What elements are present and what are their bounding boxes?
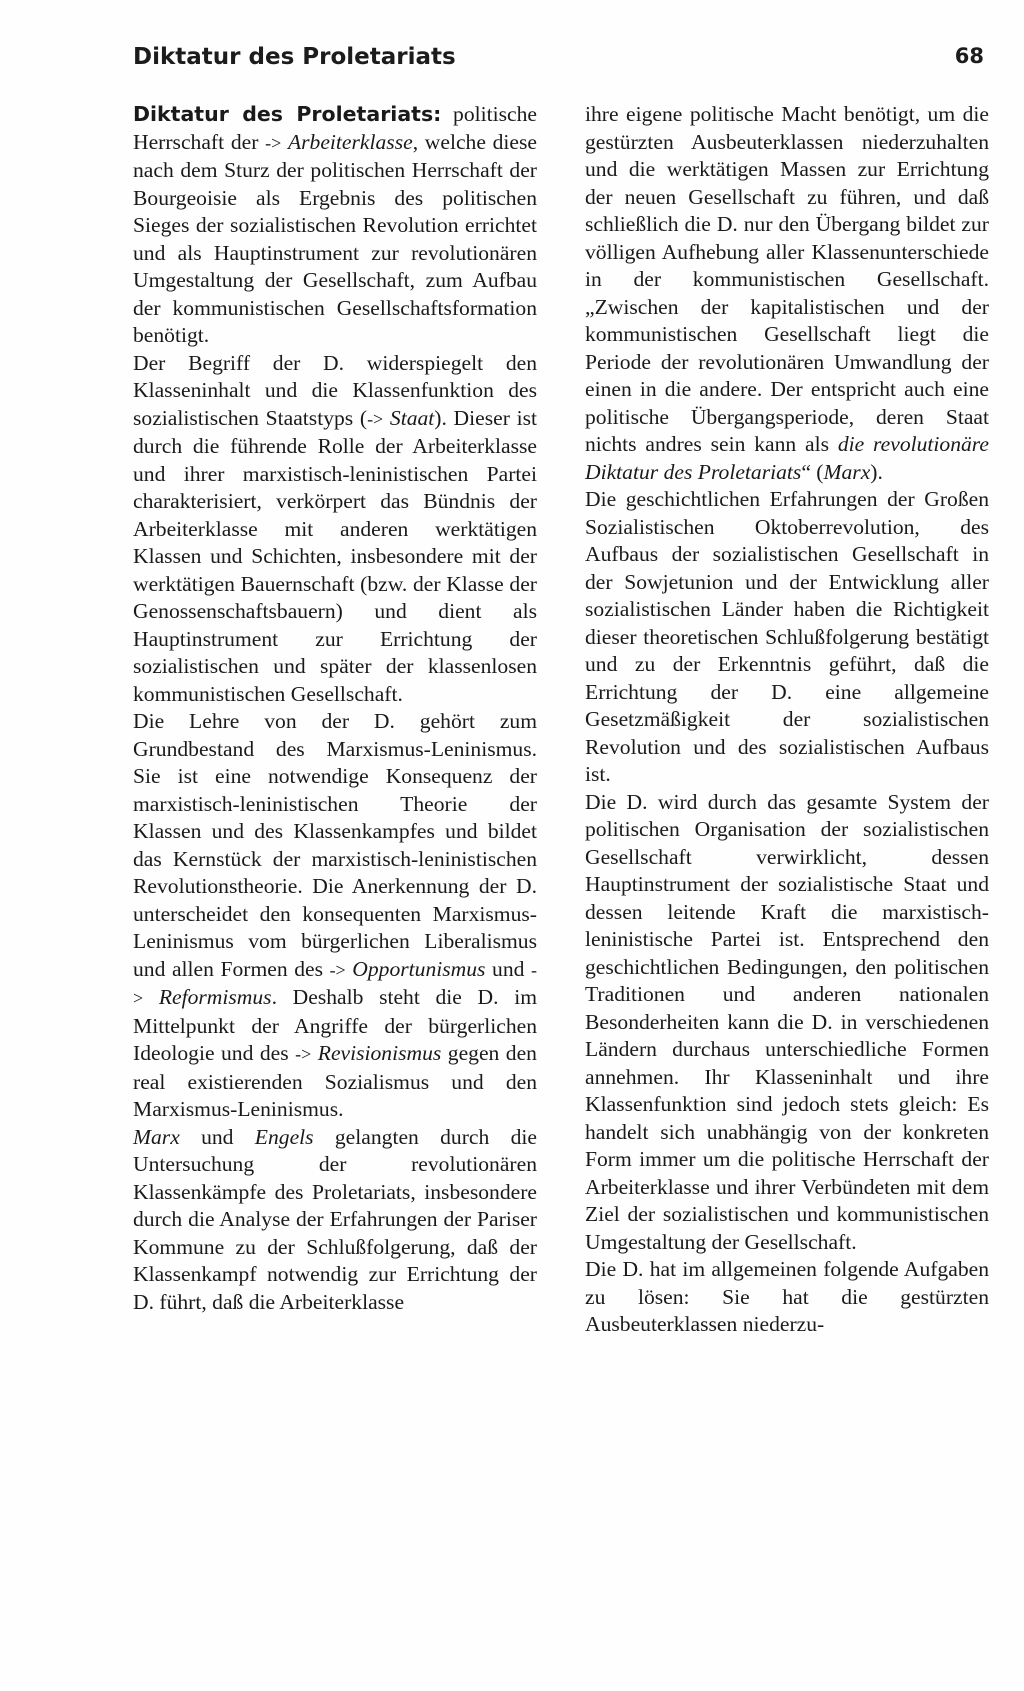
paragraph-system: Die D. wird durch das gesamte System der politischen Organisation der sozialistischen Gesellschaft verwirklicht, dessen Hauptinstrument der sozialistische Staat und dessen leitende Kraft die marxistisch-leninistische Partei ist. Entsprechend den geschichtlichen Bedingungen, den politischen Traditionen und anderen nationalen Besonderheiten kann die D. in verschiedenen Ländern durchaus unterschiedliche Formen annehmen. Ihr Klasseninhalt und ihre Klassenfunktion sind jedoch stets gleich: Es handelt sich unabhängig von der konkreten Form immer um die politische Herrschaft der Arbeiterklasse und ihrer Verbündeten mit dem Ziel der sozialistischen und kommunistischen Umgestaltung der Gesellschaft. [585, 789, 989, 1254]
running-title: Diktatur des Proletariats [133, 44, 456, 70]
cross-reference-arrow: -> [265, 132, 282, 153]
paragraph-marx-engels: Marx und Engels gelangten durch die Untersuchung der revolutionären Klassenkämpfe des Proletariats, insbesondere durch die Analyse der Erfahrungen der Pariser Kommune zu der Schlußfolgerung, daß der Klassenkampf notwendig zur Errichtung der D. führt, daß die Arbeiterklasse [133, 1124, 537, 1314]
name-marx: Marx [823, 459, 871, 484]
cross-reference-arrow: -> [133, 959, 537, 1008]
page-number: 68 [954, 44, 984, 68]
cross-reference-staat: Staat [389, 405, 435, 430]
cross-reference-opportunismus: Opportunismus [352, 956, 486, 981]
cross-reference-arrow: -> [329, 959, 346, 980]
entry-keyword: Diktatur des Proletariats: [133, 102, 442, 126]
cross-reference-arbeiterklasse: Arbeiterklasse [287, 129, 413, 154]
paragraph-lehre: Die Lehre von der D. gehört zum Grundbestand des Marxismus-Leninismus. Sie ist eine notwendige Konsequenz der marxistisch-leninistischen Theorie der Klassen und des Klassenkampfes und bildet das Kernstück der marxistisch-leninistischen Revolutionstheorie. Die Anerkennung der D. unterscheidet den konsequenten Marxismus-Leninismus vom bürgerlichen Liberalismus und allen Formen des -> Opportunismus und -> Reformismus. Deshalb steht die D. im Mittelpunkt der Angriffe der bürgerlichen Ideologie und des -> Revisionismus gegen den real existierenden Sozialismus und den Marxismus-Leninismus. [133, 709, 537, 1121]
name-marx: Marx [133, 1124, 180, 1149]
paragraph-macht-continuation: ihre eigene politische Macht benötigt, um die gestürzten Ausbeuterklassen niederzuhalten und die werktätigen Massen zur Errichtung der neuen Gesellschaft zu führen, und daß schließlich die D. nur den Übergang bildet zur völligen Aufhebung aller Klassenunterschiede in der kommunistischen Gesellschaft. „Zwischen der kapitalistischen und der kommunistischen Gesellschaft liegt die Periode der revolutionären Umwandlung der einen in die andere. Der entspricht auch eine politische Übergangsperiode, deren Staat nichts andres sein kann als die revolutionäre Diktatur des Proletariats“ (Marx). [585, 102, 989, 484]
right-column [585, 101, 989, 1339]
cross-reference-reformismus: Reformismus [158, 985, 272, 1009]
name-engels: Engels [254, 1124, 314, 1149]
paragraph-erfahrungen: Die geschichtlichen Erfahrungen der Großen Sozialistischen Oktoberrevolution, des Aufbaus der sozialistischen Gesellschaft in der Sowjetunion und der Entwicklung aller sozialistischen Länder haben die Richtigkeit dieser theoretischen Schlußfolgerung bestätigt und zu der Erkenntnis geführt, daß die Errichtung der D. eine allgemeine Gesetzmäßigkeit der sozialistischen Revolution und des sozialistischen Aufbaus ist. [585, 487, 989, 786]
cross-reference-arrow: -> [367, 408, 384, 429]
entry-definition-paragraph: Diktatur des Proletariats: politische Herrschaft der -> Arbeiterklasse, welche diese nach dem Sturz der politischen Herrschaft der Bourgeoisie als Ergebnis des politischen Sieges der sozialistischen Revolution errichtet und als Hauptinstrument zur revolutionären Umgestaltung der Gesellschaft, zum Aufbau der kommunistischen Gesellschaftsformation benötigt. [133, 102, 538, 347]
left-column [133, 101, 537, 1316]
quote-italic: die revolutionäre Diktatur des Proletariats [585, 432, 989, 484]
paragraph-begriff: Der Begriff der D. widerspiegelt den Klasseninhalt und die Klassenfunktion des sozialistischen Staatstyps (-> Staat). Dieser ist durch die führende Rolle der Arbeiterklasse und ihrer marxistisch-leninistischen Partei charakterisiert, verkörpert das Bündnis der Arbeiterklasse mit anderen werktätigen Klassen und Schichten, insbesondere mit der werktätigen Bauernschaft (bzw. der Klasse der Genossenschaftsbauern) und dient als Hauptinstrument zur Errichtung der sozialistischen und später der klassenlosen kommunistischen Gesellschaft. [133, 350, 537, 706]
cross-reference-arrow: -> [295, 1044, 312, 1064]
cross-reference-revisionismus: Revisionismus [317, 1041, 442, 1065]
paragraph-aufgaben: Die D. hat im allgemeinen folgende Aufgaben zu lösen: Sie hat die gestürzten Ausbeuterklassen niederzu- [585, 1257, 989, 1336]
